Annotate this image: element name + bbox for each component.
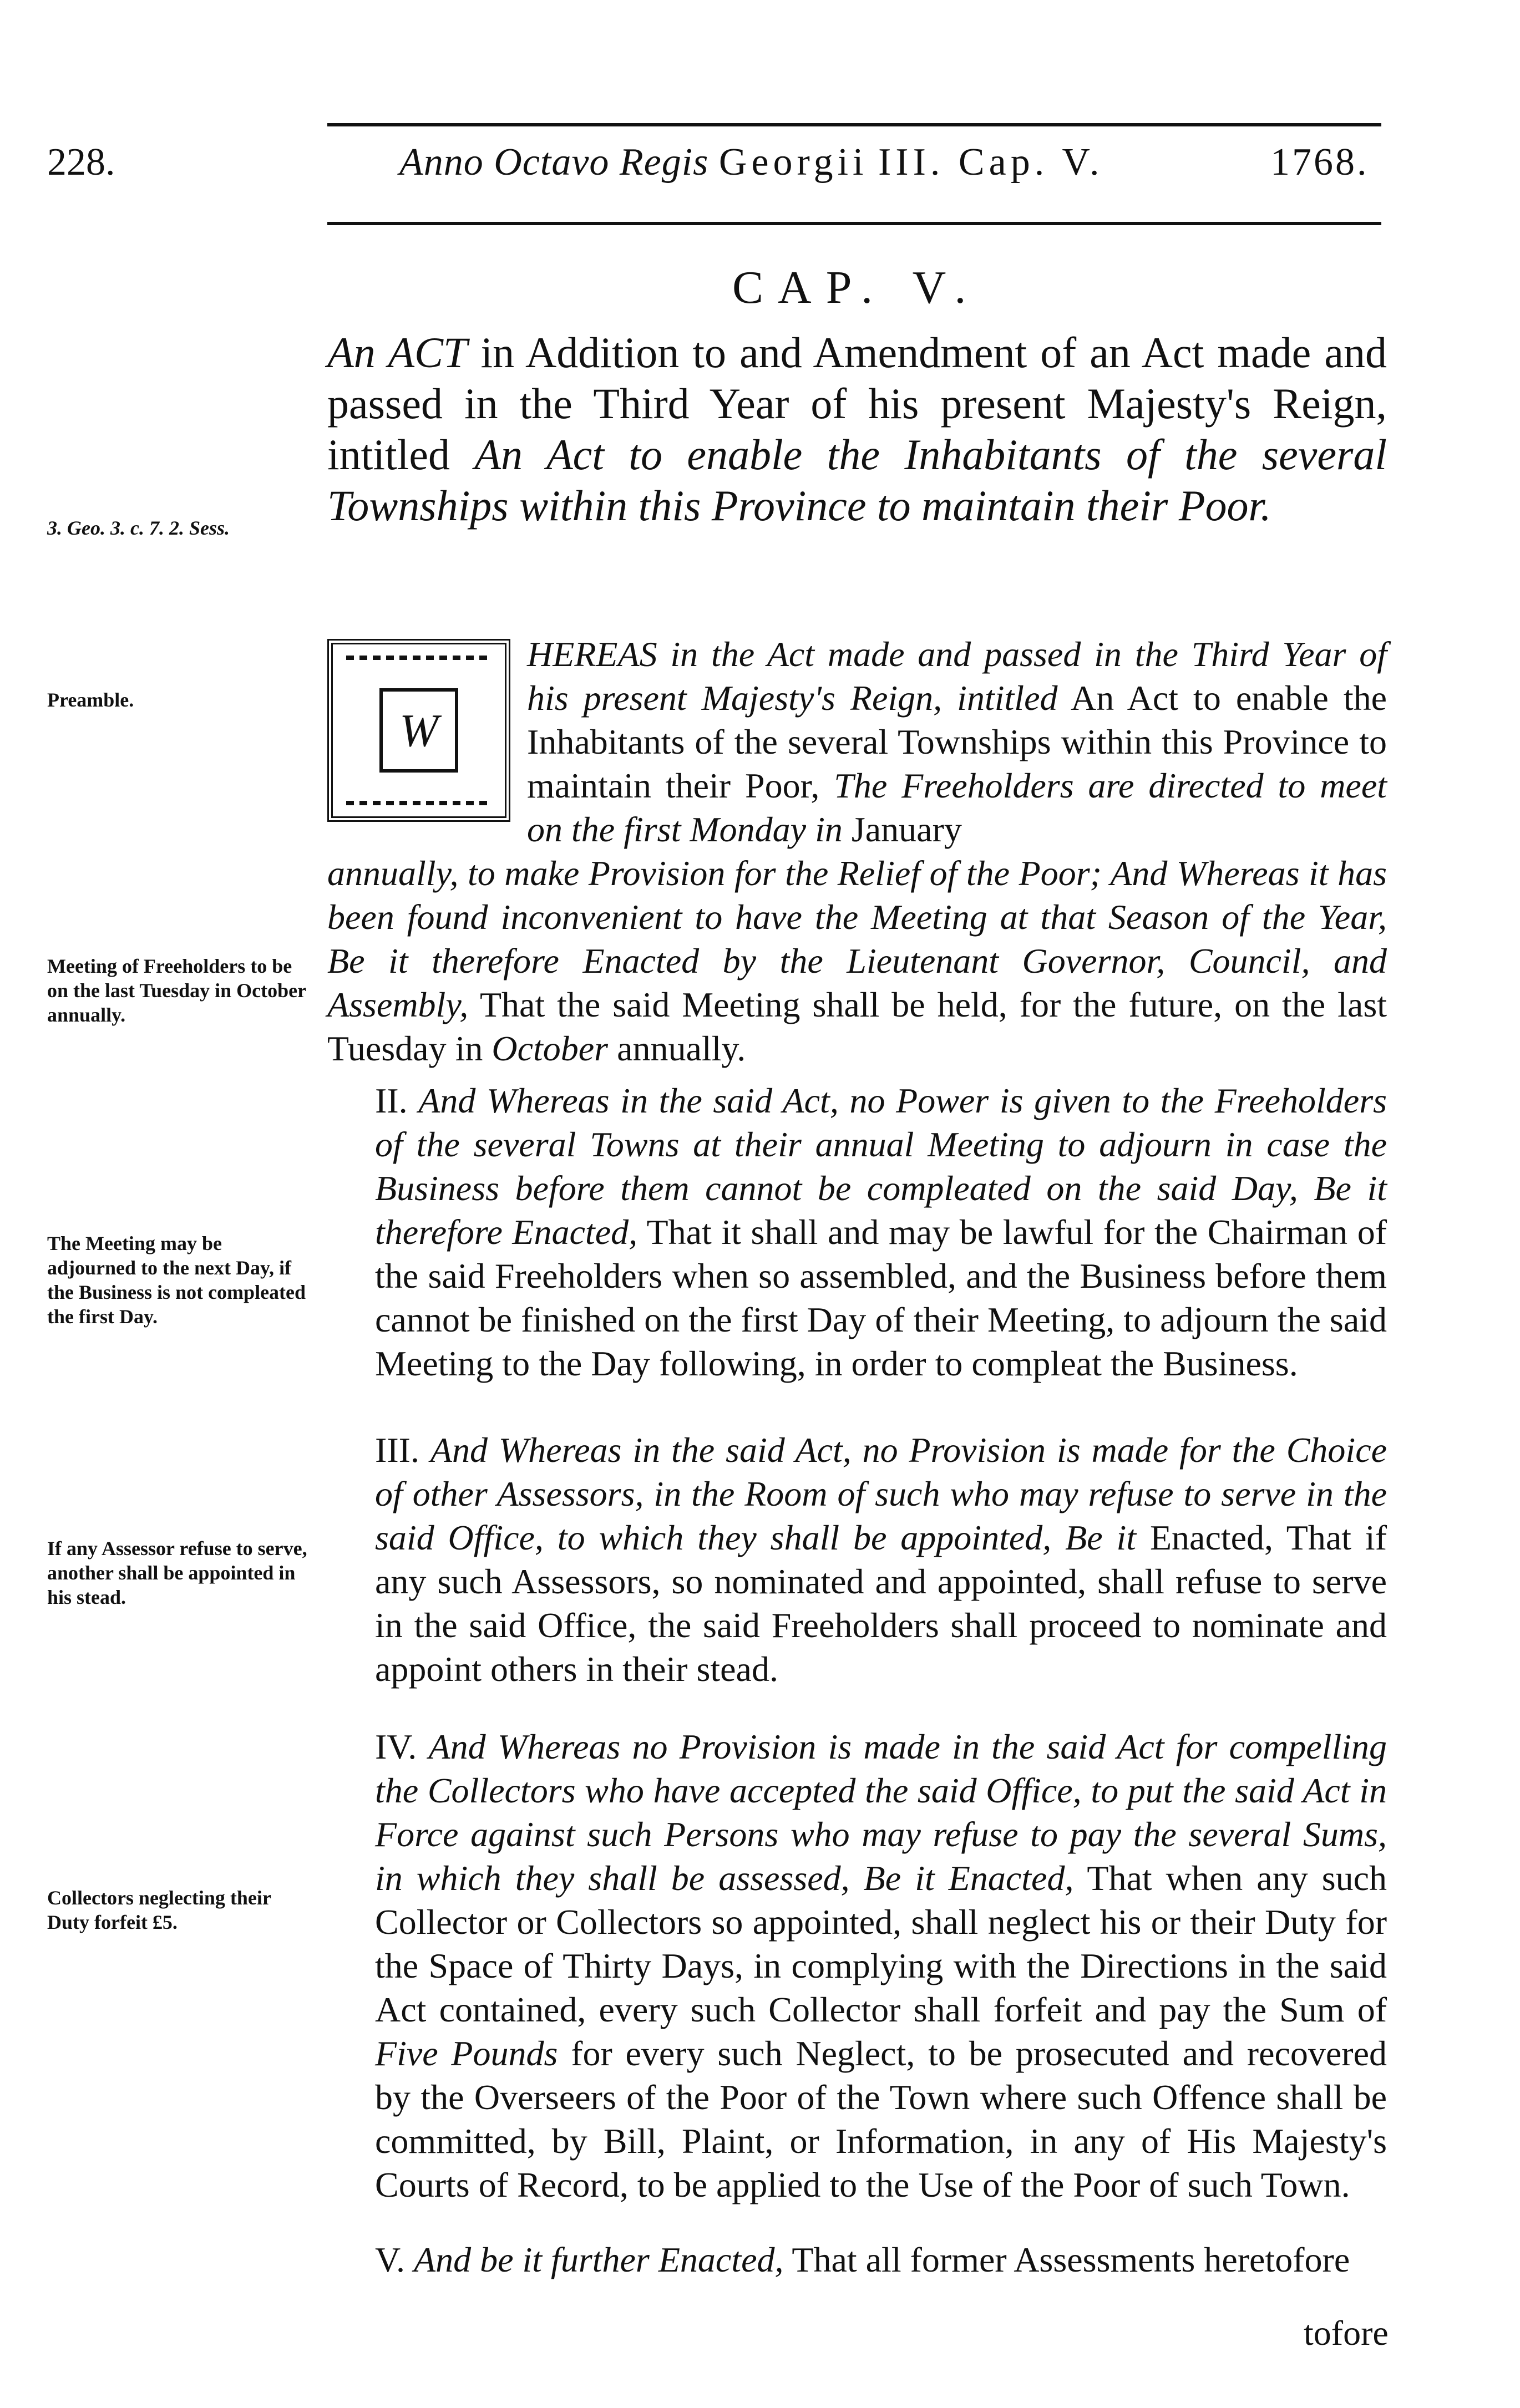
act-title <box>327 327 1387 531</box>
paragraph-iii <box>327 1428 1387 1691</box>
paragraph-iii-roman: Enacted, That if any such Assessors, so nominated and appointed, shall refuse to serve in the said Office, the said Freeholders shall proceed to nominate and appoint others in their stead. <box>375 1518 1387 1689</box>
preamble-italic-a: HEREAS in the Act made and passed in the Third Year of his present Majesty's Reign, intitled <box>527 634 1387 718</box>
header-bottom-rule <box>327 222 1381 225</box>
running-title-suffix: III. Cap. V. <box>878 141 1104 184</box>
preamble-italic-b: The Freeholders are directed to meet on the first Monday in <box>527 766 1387 849</box>
paragraph-ii-roman: That it shall and may be lawful for the Chairman of the said Freeholders when so assembled, and the Business before them cannot be finished on the first Day of their Meeting, to adjourn the said Meeting to the Day following, in order to compleat the Business. <box>375 1212 1387 1383</box>
preamble-roman-c: That the said Meeting shall be held, for the future, on the last Tuesday in <box>327 985 1387 1068</box>
margin-note-adjourned: The Meeting may be adjourned to the next Day, if the Business is not compleated the first Day. <box>47 1232 306 1328</box>
margin-note-preamble: Preamble. <box>47 689 134 711</box>
paragraph-iv <box>327 1725 1387 2207</box>
running-title-king: Georgii <box>718 141 868 184</box>
paragraph-iii-italic: And Whereas in the said Act, no Provision is made for the Choice of other Assessors, in the Room of such who may refuse to serve in the said Office, to which they shall be appointed, Be it <box>375 1430 1387 1557</box>
margin-note-assessor: If any Assessor refuse to serve, another shall be appointed in his stead. <box>47 1537 307 1608</box>
paragraph-iv-body <box>327 1725 1387 2207</box>
paragraph-ii <box>327 1079 1387 1385</box>
paragraph-iv-label: IV. <box>375 1727 417 1766</box>
act-title-cited: An Act to enable the Inhabitants of the several Townships within this Province to maintain their Poor. <box>327 430 1387 530</box>
paragraph-v <box>327 2238 1387 2282</box>
preamble-opening <box>527 632 1387 851</box>
paragraph-v-label: V. <box>375 2240 405 2279</box>
running-title-prefix: Anno Octavo Regis <box>399 141 709 184</box>
preamble-italic-d: October <box>492 1029 609 1068</box>
paragraph-iii-body <box>327 1428 1387 1691</box>
margin-note-meeting: Meeting of Freeholders to be on the last Tuesday in October annually. <box>47 955 306 1026</box>
margin-note-citation: 3. Geo. 3. c. 7. 2. Sess. <box>47 517 230 539</box>
catchword: tofore <box>1304 2313 1389 2353</box>
paragraph-iv-roman-b: for every such Neglect, to be prosecuted and recovered by the Overseers of the Poor of the Town where such Offence shall be committed, by Bill, Plaint, or Information, in any of His Majesty's Courts of Record, to be applied to the Use of the Poor of such Town. <box>375 2034 1387 2204</box>
paragraph-ii-italic: And Whereas in the said Act, no Power is given to the Freeholders of the several Towns at their annual Meeting to adjourn in case the Business before them cannot be compleated on the said Day, Be it therefore Enacted, <box>375 1081 1387 1252</box>
dropcap-letter: W <box>379 688 458 773</box>
paragraph-v-roman: That all former Assessments heretofore <box>792 2240 1350 2279</box>
header-year: 1768. <box>1270 141 1369 184</box>
preamble-roman-a: An Act to enable the Inhabitants of the several Townships within this Province to maintain their Poor, <box>527 678 1387 805</box>
page-number: 228. <box>47 141 115 184</box>
margin-note-collectors: Collectors neglecting their Duty forfeit £5. <box>47 1887 271 1933</box>
preamble-italic-c: annually, to make Provision for the Relief of the Poor; And Whereas it has been found inconvenient to have the Meeting at that Season of the Year, Be it therefore Enacted by the Lieutenant Governor, Council, and Assembly, <box>327 854 1387 1024</box>
paragraph-v-italic: And be it further Enacted, <box>413 2240 784 2279</box>
paragraph-ii-label: II. <box>375 1081 408 1120</box>
paragraph-iv-italic: And Whereas no Provision is made in the said Act for compelling the Collectors who have accepted the said Office, to put the said Act in Force against such Persons who may refuse to pay the several Sums, in which they shall be assessed, Be it Enacted, <box>375 1727 1387 1898</box>
chapter-heading: CAP. V. <box>732 262 981 313</box>
preamble-continuation <box>327 851 1387 1070</box>
preamble-roman-b: January <box>851 810 962 849</box>
act-title-text: in Addition to and Amendment of an Act made and passed in the Third Year of his present Majesty's Reign, intitled <box>327 328 1387 479</box>
paragraph-iii-label: III. <box>375 1430 419 1470</box>
paragraph-iv-roman-a: That when any such Collector or Collectors so appointed, shall neglect his or their Duty for the Space of Thirty Days, in complying with the Directions in the said Act contained, every such Collector shall forfeit and pay the Sum of <box>375 1858 1387 2029</box>
paragraph-preamble <box>327 632 1387 1070</box>
act-title-lead: An ACT <box>327 328 468 377</box>
paragraph-iv-italic-b: Five Pounds <box>375 2034 558 2073</box>
paragraph-ii-body <box>327 1079 1387 1385</box>
running-title <box>399 143 1103 182</box>
paragraph-v-body <box>327 2238 1387 2282</box>
preamble-roman-d: annually. <box>617 1029 746 1068</box>
header-top-rule <box>327 123 1381 126</box>
